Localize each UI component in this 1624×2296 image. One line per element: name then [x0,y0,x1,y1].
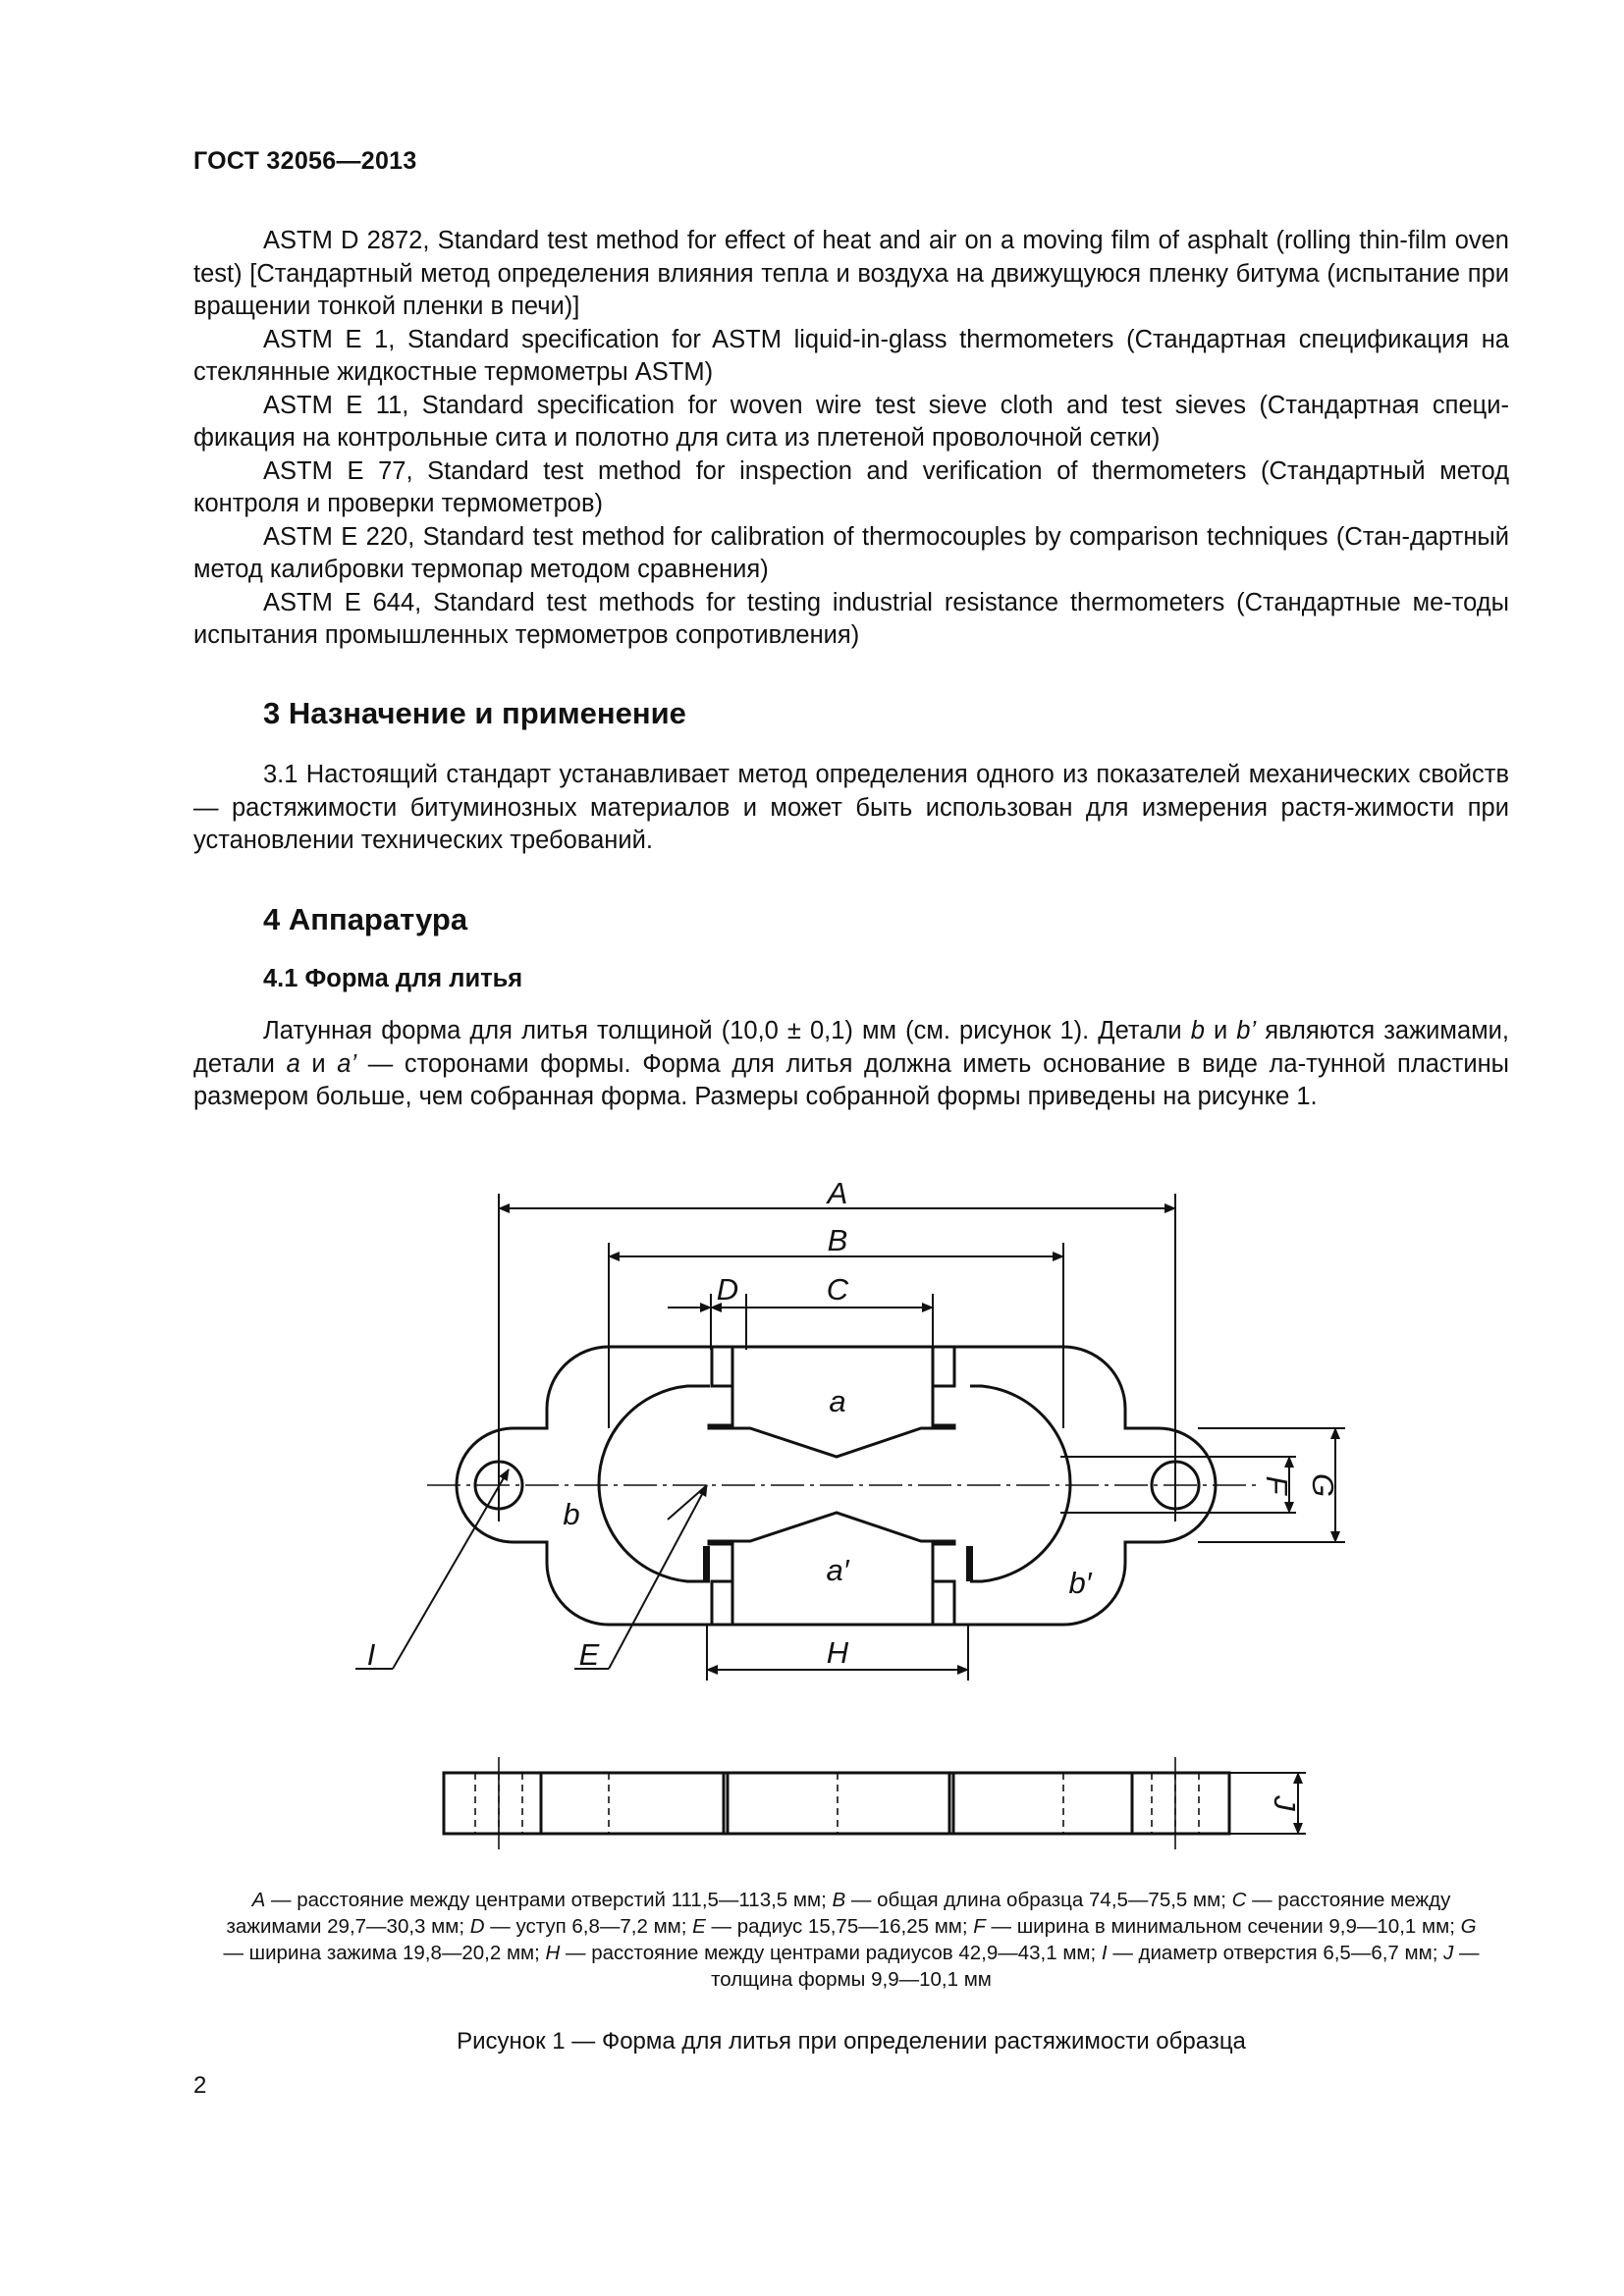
legend-letter: E [692,1915,706,1938]
label-h-dim: H [826,1635,849,1670]
reference-item: ASTM E 77, Standard test method for inspection and verification of thermometers (Стандартный метод контроля и проверки термометров) [193,456,1509,517]
figure-caption: Рисунок 1 — Форма для литья при определении растяжимости образца [457,2028,1246,2055]
figure-legend [223,1887,1480,1993]
legend-text: — толщина формы 9,9—10,1 мм [711,1942,1480,1991]
part-a-prime: a’ [337,1049,357,1078]
dimension-f-g [1060,1428,1345,1542]
legend-letter: F [973,1915,986,1938]
subsection-4-1-title: 4.1 Форма для литья [263,965,523,992]
legend-letter: J [1443,1942,1454,1964]
legend-text: — расстояние между центрами отверстий 111,5—113,5 мм; [265,1889,833,1911]
legend-text: — общая длина образца 74,5—75,5 мм; [845,1889,1232,1911]
reference-item: ASTM E 1, Standard specification for ASTM liquid-in-glass thermometers (Стандартная спецификация на стеклянные жидкостные термометры ASTM) [193,325,1509,386]
label-i-dim: I [366,1637,376,1672]
reference-item: ASTM D 2872, Standard test method for effect of heat and air on a moving film of asphalt (rolling thin-film oven test) [Стандартный метод определения влияния тепла и воздуха на движущуюся пленку битума (испытание при вращении тонкой пленки в печи)] [193,227,1509,320]
legend-text: — ширина в минимальном сечении 9,9—10,1 мм; [985,1915,1461,1938]
section-3-paragraph [193,759,1509,858]
legend-letter: D [469,1915,485,1938]
para-text: — сторонами формы. Форма для литья должна иметь основание в виде ла-тунной пластины размером больше, чем собранная форма. Размеры собранной формы приведены на рисунке 1. [193,1049,1510,1110]
references-list [193,225,1509,653]
legend-letter: C [1231,1889,1247,1911]
dimension-b [609,1243,1063,1428]
legend-text: — радиус 15,75—16,25 мм; [705,1915,974,1938]
dimension-d-c [668,1294,933,1350]
section-3-title: 3 Назначение и применение [263,696,686,730]
label-a-dim: A [827,1176,848,1210]
label-part-b: b [563,1497,580,1531]
legend-letter: B [832,1889,846,1911]
para-text: и [1204,1017,1237,1044]
legend-letter: I [1101,1942,1108,1964]
part-b-prime: b’ [1236,1017,1257,1044]
label-g-dim: G [1306,1472,1340,1498]
reference-item: ASTM E 220, Standard test method for calibration of thermocouples by comparison techniques (Стан-дартный метод калибровки термопар методом сравнения) [193,522,1509,583]
leader-i [355,1469,509,1669]
paragraph-4-1 [193,1015,1509,1114]
section-4-title: 4 Аппаратура [263,902,468,936]
part-b: b [1190,1017,1205,1044]
legend-letter: A [251,1889,266,1911]
leader-e [574,1485,707,1669]
legend-text: — расстояние между центрами радиусов 42,9—43,1 мм; [560,1942,1102,1964]
legend-letter: G [1460,1915,1477,1938]
dimension-h [707,1625,968,1681]
label-f-dim: F [1260,1475,1294,1495]
page-header: ГОСТ 32056—2013 [193,147,417,175]
label-j-dim: J [1268,1795,1302,1811]
legend-text: — расстояние между зажимами 29,7—30,3 мм; [226,1889,1451,1938]
legend-text: — ширина зажима 19,8—20,2 мм; [223,1942,546,1964]
legend-letter: H [545,1942,561,1964]
label-part-a-prime: a′ [826,1553,849,1587]
para-text: Латунная форма для литья толщиной (10,0 ± 0,1) мм (см. рисунок 1). Детали [263,1017,1191,1044]
para-text: и [299,1049,338,1078]
legend-text: — диаметр отверстия 6,5—6,7 мм; [1107,1942,1444,1964]
reference-item: ASTM E 11, Standard specification for woven wire test sieve cloth and test sieves (Стандартная специ-фикация на контрольные сита и полотно для сита из плетеной проволочной сетки) [193,391,1509,452]
label-c-dim: C [826,1272,849,1307]
label-d-dim: D [716,1272,739,1307]
paragraph-3-1: 3.1 Настоящий стандарт устанавливает метод определения одного из показателей механических свойств — растяжимости битуминозных материалов и может быть использован для измерения растя-жимости при установлении технических требований. [193,761,1509,854]
legend-text: — уступ 6,8—7,2 мм; [484,1915,693,1938]
mold-fill-marks [703,1546,973,1581]
page-number: 2 [193,2072,207,2099]
reference-item: ASTM E 644, Standard test methods for testing industrial resistance thermometers (Стандартные ме-тоды испытания промышленных термометров сопротивления) [193,588,1509,649]
section-4-1-paragraph [193,1015,1509,1114]
mold-outline [457,1347,1216,1625]
part-a: a [286,1049,300,1078]
dimension-a [499,1194,1175,1522]
label-e-dim: E [578,1637,600,1672]
para-text: являются зажимами, детали [193,1017,1509,1078]
label-part-a: a [829,1384,846,1418]
label-b-dim: B [827,1223,848,1257]
label-part-b-prime: b′ [1068,1566,1092,1600]
side-view [444,1757,1306,1849]
